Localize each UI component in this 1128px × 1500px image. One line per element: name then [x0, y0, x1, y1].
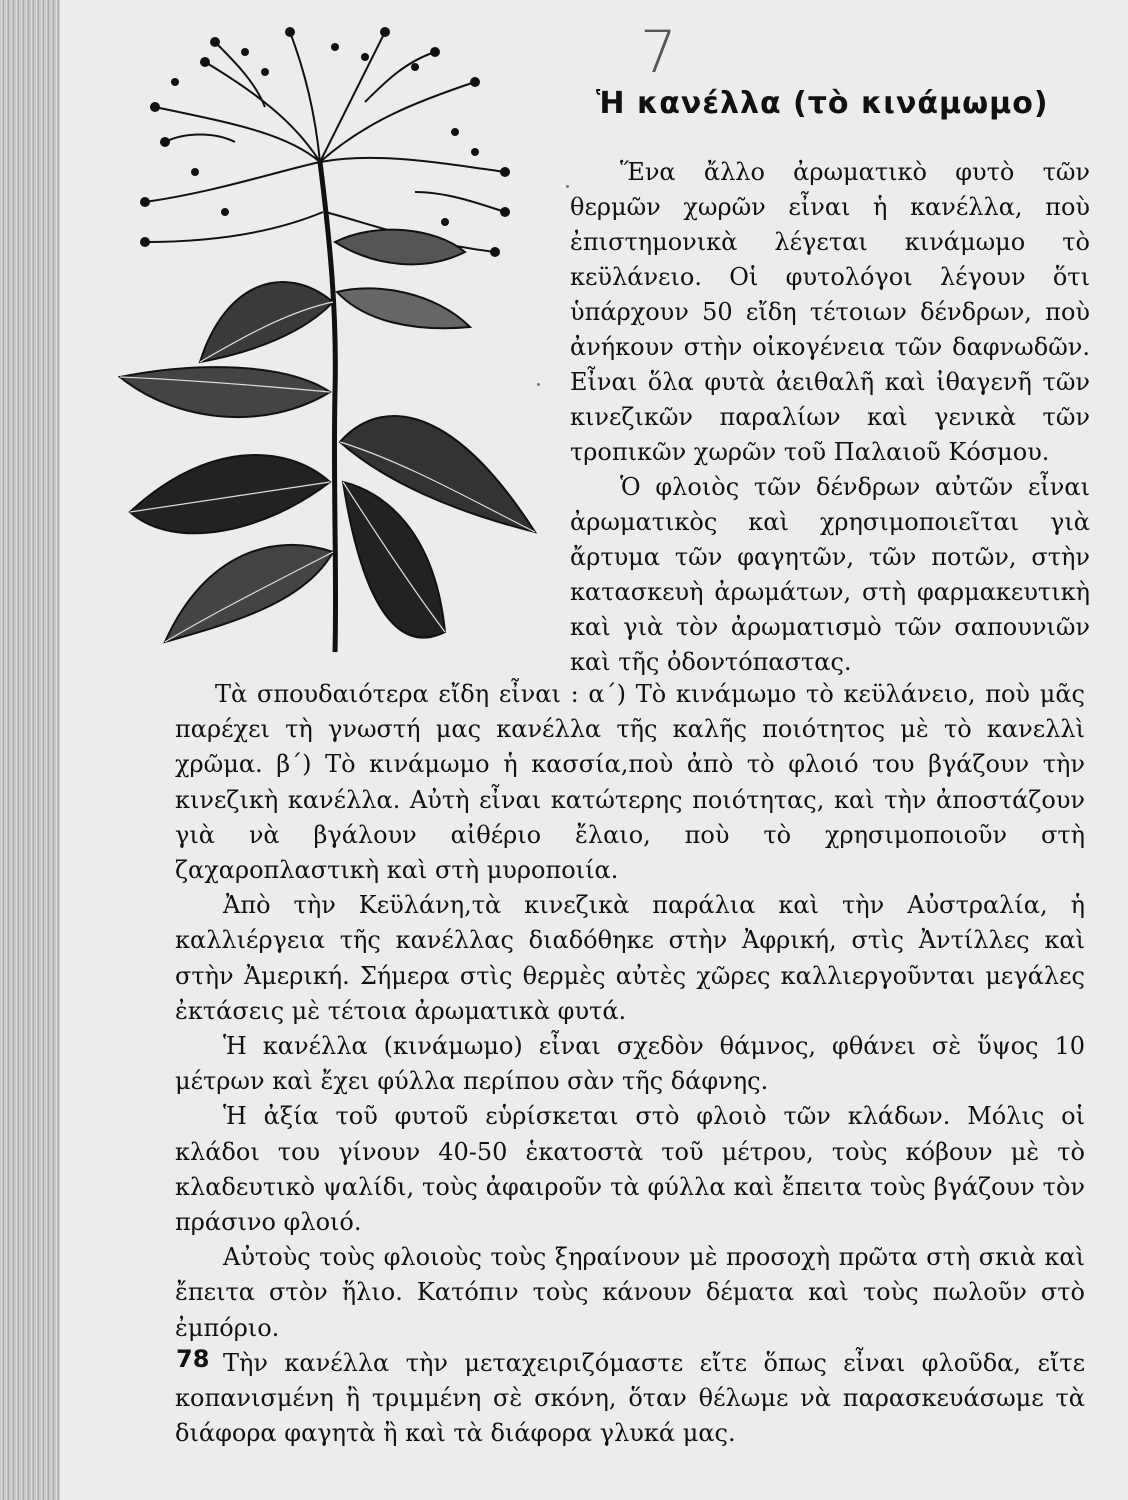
paragraph: Ἀπὸ τὴν Κεϋλάνη,τὰ κινεζικὰ παράλια καὶ τὴν Αὐστραλία, ἡ καλλιέργεια τῆς κανέλλας διαδόθηκε στὴν Ἀφρική, στὶς Ἀντίλλες καὶ στὴν Ἀμερική. Σήμερα στὶς θερμὲς αὐτὲς χῶρες καλλιεργοῦνται μεγάλες ἐκτάσεις μὲ τέτοια ἀρωματικὰ φυτά.: [175, 891, 1085, 1025]
page-number: 78: [176, 1345, 210, 1373]
cinnamon-plant-illustration: [115, 12, 545, 662]
speck: [537, 383, 540, 386]
book-page-edge: [0, 0, 60, 1500]
paragraph: Ὁ φλοιὸς τῶν δένδρων αὐτῶν εἶναι ἀρωματικὸς καὶ χρησιμοποιεῖται γιὰ ἄρτυμα τῶν φαγητῶν, τῶν ποτῶν, στὴν κατασκευὴ ἀρωμάτων, στὴ φαρμακευτικὴ καὶ γιὰ τὸν ἀρωματισμὸ τῶν σαπουνιῶν καὶ τῆς ὀδοντόπαστας.: [570, 473, 1090, 676]
paragraph: Ἡ ἀξία τοῦ φυτοῦ εὑρίσκεται στὸ φλοιὸ τῶν κλάδων. Μόλις οἱ κλάδοι του γίνουν 40-50 ἑκατοστὰ τοῦ μέτρου, τοὺς κόβουν μὲ τὸ κλαδευτικὸ ψαλίδι, τοὺς ἀφαιροῦν τὰ φύλλα καὶ ἔπειτα τοὺς βγάζουν τὸν πράσινο φλοιό.: [175, 1102, 1085, 1237]
paragraph: Ἡ κανέλλα (κινάμωμο) εἶναι σχεδὸν θάμνος, φθάνει σὲ ὕψος 10 μέτρων καὶ ἔχει φύλλα περίπου σὰν τῆς δάφνης.: [175, 1032, 1085, 1096]
handwritten-page-mark: 7: [640, 18, 677, 86]
speck: [566, 185, 569, 188]
paragraph: Ἕνα ἄλλο ἀρωματικὸ φυτὸ τῶν θερμῶν χωρῶν εἶναι ἡ κανέλλα, ποὺ ἐπιστημονικὰ λέγεται κινάμωμο τὸ κεϋλάνειο. Οἱ φυτολόγοι λέγουν ὅτι ὑπάρχουν 50 εἴδη τέτοιων δένδρων, ποὺ ἀνήκουν στὴν οἰκογένεια τῶν δαφνωδῶν. Εἶναι ὅλα φυτὰ ἀειθαλῆ καὶ ἰθαγενῆ τῶν κινεζικῶν παραλίων καὶ γενικὰ τῶν τροπικῶν χωρῶν τοῦ Παλαιοῦ Κόσμου.: [570, 158, 1090, 466]
page-title: Ἡ κανέλλα (τὸ κινάμωμο): [596, 86, 1049, 121]
paragraph: Αὐτοὺς τοὺς φλοιοὺς τοὺς ξηραίνουν μὲ προσοχὴ πρῶτα στὴ σκιὰ καὶ ἔπειτα στὸν ἥλιο. Κατόπιν τοὺς κάνουν δέματα καὶ τοὺς πωλοῦν στὸ ἐμπόριο.: [175, 1243, 1085, 1342]
paragraph: Τὰ σπουδαιότερα εἴδη εἶναι : α΄) Τὸ κινάμωμο τὸ κεϋλάνειο, ποὺ μᾶς παρέχει τὴ γνωστή μας κανέλλα τῆς καλῆς ποιότητος μὲ τὸ κανελλὶ χρῶμα. β΄) Τὸ κινάμωμο ἡ κασσία,ποὺ ἀπὸ τὸ φλοιό του βγάζουν τὴν κινεζικὴ κανέλλα. Αὐτὴ εἶναι κατώτερης ποιότητας, καὶ τὴν ἀποστάζουν γιὰ νὰ βγάλουν αἰθέριο ἔλαιο, ποὺ τὸ χρησιμοποιοῦν στὴ ζαχαροπλαστικὴ καὶ στὴ μυροποιία.: [175, 680, 1085, 885]
paragraph: Τὴν κανέλλα τὴν μεταχειριζόμαστε εἴτε ὅπως εἶναι φλοῦδα, εἴτε κοπανισμένη ἢ τριμμένη σὲ σκόνη, ὅταν θέλωμε νὰ παρασκευάσωμε τὰ διάφορα φαγητὰ ἢ καὶ τὰ διάφορα γλυκά μας.: [175, 1348, 1085, 1448]
full-width-text: [175, 677, 1085, 1451]
side-column-text: [570, 155, 1090, 680]
